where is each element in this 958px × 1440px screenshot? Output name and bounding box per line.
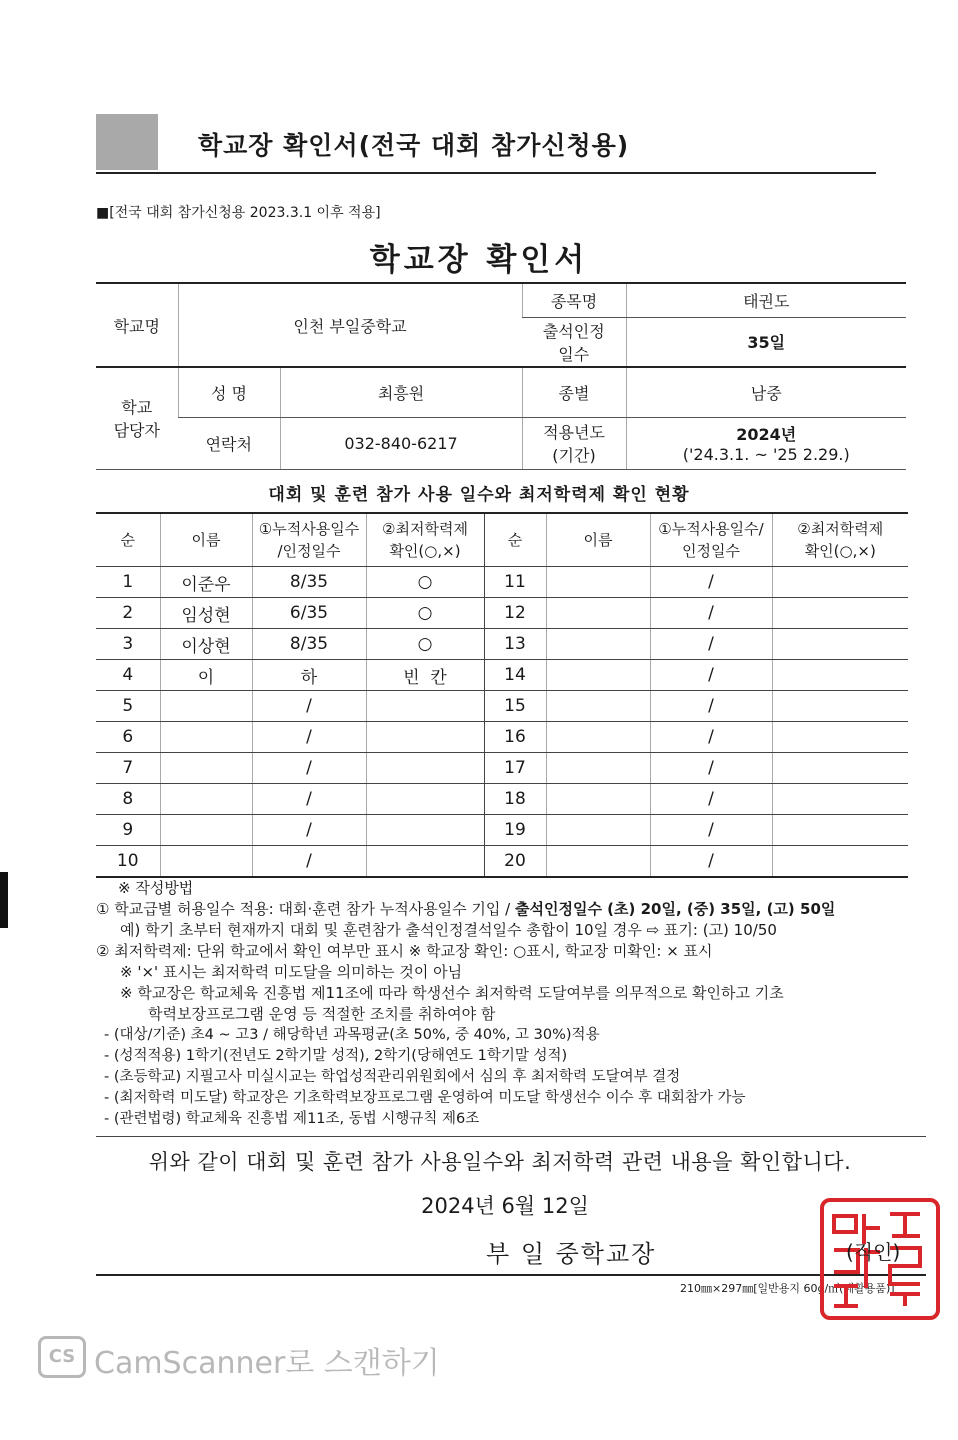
header-gray-block [96,114,158,170]
year-label-line1: 적용년도 [543,423,605,442]
min-academic-check-right [772,815,908,846]
student-name [160,691,252,722]
name-label: 성 명 [178,367,280,417]
student-name-right [546,815,650,846]
contact-value: 032-840-6217 [280,417,522,469]
min-academic-check-right [772,691,908,722]
writing-guide [96,878,926,1130]
guide-line-10: - (최저학력 미도달) 학교장은 기초학력보장프로그램 운영하여 미도달 학생선수 이수 후 대회참가 가능 [104,1090,746,1106]
student-name [160,815,252,846]
participation-table [96,512,908,878]
confirm-statement: 위와 같이 대회 및 훈련 참가 사용일수와 최저학력 관련 내용을 확인합니다. [148,1150,852,1174]
min-academic-check-right [772,567,908,598]
row-number: 4 [96,660,160,691]
student-name: 임성현 [160,598,252,629]
days-used: / [252,784,366,815]
student-name: 이준우 [160,567,252,598]
guide-line-1a: ① 학교급별 허용일수 적용: 대회·훈련 참가 누적사용일수 기입 / [96,900,515,918]
row-number: 8 [96,784,160,815]
guide-line-11: - (관련법령) 학교체육 진흥법 제11조, 동법 시행규칙 제6조 [104,1111,480,1127]
guide-line-1 [96,899,926,920]
student-name: 이 [160,660,252,691]
row-number: 6 [96,722,160,753]
applicability-note: ■[전국 대회 참가신청용 2023.3.1 이후 적용] [96,205,381,221]
col-name-right: 이름 [546,513,650,567]
manager-label [96,367,178,469]
paper-spec: 210㎜×297㎜[일반용지 60g/㎡(재활용품)] [680,1282,895,1295]
row-number-right: 11 [484,567,546,598]
row-number-right: 15 [484,691,546,722]
attendance-label-line2: 일수 [558,344,590,364]
section-title: 대회 및 훈련 참가 사용 일수와 최저학력제 확인 현황 [268,485,690,505]
school-name: 인천 부일중학교 [178,283,522,367]
row-number: 3 [96,629,160,660]
min-academic-check [366,691,484,722]
col-days-line2: /인정일수 [277,542,341,560]
guide-line-3: ② 최저학력제: 단위 학교에서 확인 여부만 표시 ※ 학교장 확인: ○표시, 학교장 미확인: × 표시 [96,942,713,960]
student-name-right [546,722,650,753]
days-used: / [252,722,366,753]
min-academic-check [366,753,484,784]
manager-name: 최흥원 [280,367,522,417]
col-days-right-line2: 인정일수 [682,542,740,560]
manager-label-line2: 담당자 [113,421,160,441]
year-label-line2: (기간) [552,446,596,465]
table-row [96,753,908,784]
student-name-right [546,598,650,629]
bottom-divider [96,1274,926,1276]
student-name-right [546,691,650,722]
guide-line-1b: 출석인정일수 (초) 20일, (중) 35일, (고) 50일 [515,900,836,918]
row-number-right: 16 [484,722,546,753]
sport-label: 종목명 [522,283,626,317]
guide-line-2: 예) 학기 초부터 현재까지 대회 및 훈련참가 출석인정결석일수 총합이 10일 경우 ⇨ 표기: (고) 10/50 [120,921,777,939]
attendance-value: 35일 [626,317,906,367]
min-academic-check: ○ [366,629,484,660]
col-days-right [650,513,772,567]
camscanner-logo-icon: CS [38,1336,86,1378]
student-name [160,846,252,878]
min-academic-check-right [772,629,908,660]
period-text: ('24.3.1. ~ '25 2.29.) [682,445,850,464]
student-name-right [546,784,650,815]
min-academic-check-right [772,598,908,629]
header-divider [96,172,876,174]
days-used: 하 [252,660,366,691]
seal-label: (직인) [846,1240,901,1264]
days-used: / [252,691,366,722]
days-used-right: / [650,567,772,598]
student-name [160,753,252,784]
row-number-right: 12 [484,598,546,629]
col-days-right-line1: ①누적사용일수/ [658,520,764,538]
attendance-label [522,317,626,367]
row-number-right: 14 [484,660,546,691]
row-number-right: 19 [484,815,546,846]
division-value: 남중 [626,367,906,417]
division-label: 종별 [522,367,626,417]
student-name-right [546,846,650,878]
days-used-right: / [650,660,772,691]
row-number: 2 [96,598,160,629]
days-used-right: / [650,598,772,629]
row-number: 1 [96,567,160,598]
days-used-right: / [650,784,772,815]
info-table [96,282,906,470]
table-body [96,567,908,878]
row-number-right: 17 [484,753,546,784]
student-name [160,784,252,815]
principal-title: 부 일 중학교장 [486,1240,657,1268]
min-academic-check-right [772,722,908,753]
scan-edge-mark [0,872,8,928]
days-used-right: / [650,722,772,753]
year-label [522,417,626,469]
guide-divider [96,1136,926,1137]
table-row [96,660,908,691]
attendance-label-line1: 출석인정 [542,321,605,341]
header-title: 학교장 확인서(전국 대회 참가신청용) [198,131,630,160]
guide-line-7: - (대상/기준) 초4 ~ 고3 / 해당학년 과목평균(초 50%, 중 40%, 고 30%)적용 [104,1027,600,1043]
guide-line-4: ※ '×' 표시는 최저학력 미도달을 의미하는 것이 아님 [120,963,463,981]
row-number-right: 20 [484,846,546,878]
guide-line-9: - (초등학교) 지필고사 미실시교는 학업성적관리위원회에서 심의 후 최저학력 도달여부 결정 [104,1069,681,1085]
days-used-right: / [650,815,772,846]
row-number: 5 [96,691,160,722]
table-row [96,691,908,722]
manager-label-line1: 학교 [121,398,153,418]
year-value [626,417,906,469]
guide-line-6: 학력보장프로그램 운영 등 적절한 조치를 취하여야 함 [148,1005,496,1023]
student-name-right [546,567,650,598]
student-name-right [546,753,650,784]
year-text: 2024년 [736,425,797,444]
days-used-right: / [650,629,772,660]
student-name-right [546,660,650,691]
guide-line-8: - (성적적용) 1학기(전년도 2학기말 성적), 2학기(당해연도 1학기말 성적) [104,1048,568,1064]
col-min-line1: ②최저학력제 [382,520,468,538]
min-academic-check-right [772,753,908,784]
col-min-right-line2: 확인(○,×) [804,542,876,560]
min-academic-check: ○ [366,567,484,598]
days-used: / [252,815,366,846]
days-used: 8/35 [252,567,366,598]
col-days [252,513,366,567]
min-academic-check-right [772,846,908,878]
days-used-right: / [650,846,772,878]
contact-label: 연락처 [178,417,280,469]
col-no-right: 순 [484,513,546,567]
table-row [96,598,908,629]
min-academic-check-right [772,784,908,815]
days-used: / [252,753,366,784]
col-min-right-line1: ②최저학력제 [797,520,884,538]
days-used: / [252,846,366,878]
min-academic-check: 빈 칸 [366,660,484,691]
col-min-right [772,513,908,567]
student-name [160,722,252,753]
col-min [366,513,484,567]
min-academic-check [366,846,484,878]
table-row [96,846,908,878]
row-number-right: 18 [484,784,546,815]
school-label: 학교명 [96,283,178,367]
issue-date: 2024년 6월 12일 [421,1194,589,1218]
min-academic-check [366,722,484,753]
document-title: 학교장 확인서 [369,242,589,278]
col-min-line2: 확인(○,×) [389,542,461,560]
days-used-right: / [650,753,772,784]
min-academic-check-right [772,660,908,691]
row-number: 10 [96,846,160,878]
sport-value: 태권도 [626,283,906,317]
table-row [96,567,908,598]
col-days-line1: ①누적사용일수 [258,520,360,538]
col-name: 이름 [160,513,252,567]
student-name: 이상현 [160,629,252,660]
min-academic-check [366,815,484,846]
min-academic-check [366,784,484,815]
table-row [96,815,908,846]
table-row [96,629,908,660]
min-academic-check: ○ [366,598,484,629]
row-number: 9 [96,815,160,846]
row-number-right: 13 [484,629,546,660]
guide-title: ※ 작성방법 [118,879,194,897]
camscanner-watermark: CamScanner로 스캔하기 [94,1346,440,1381]
col-no: 순 [96,513,160,567]
student-name-right [546,629,650,660]
days-used: 6/35 [252,598,366,629]
table-row [96,784,908,815]
guide-line-5: ※ 학교장은 학교체육 진흥법 제11조에 따라 학생선수 최저학력 도달여부를 의무적으로 확인하고 기초 [120,984,784,1002]
days-used: 8/35 [252,629,366,660]
row-number: 7 [96,753,160,784]
table-row [96,722,908,753]
days-used-right: / [650,691,772,722]
